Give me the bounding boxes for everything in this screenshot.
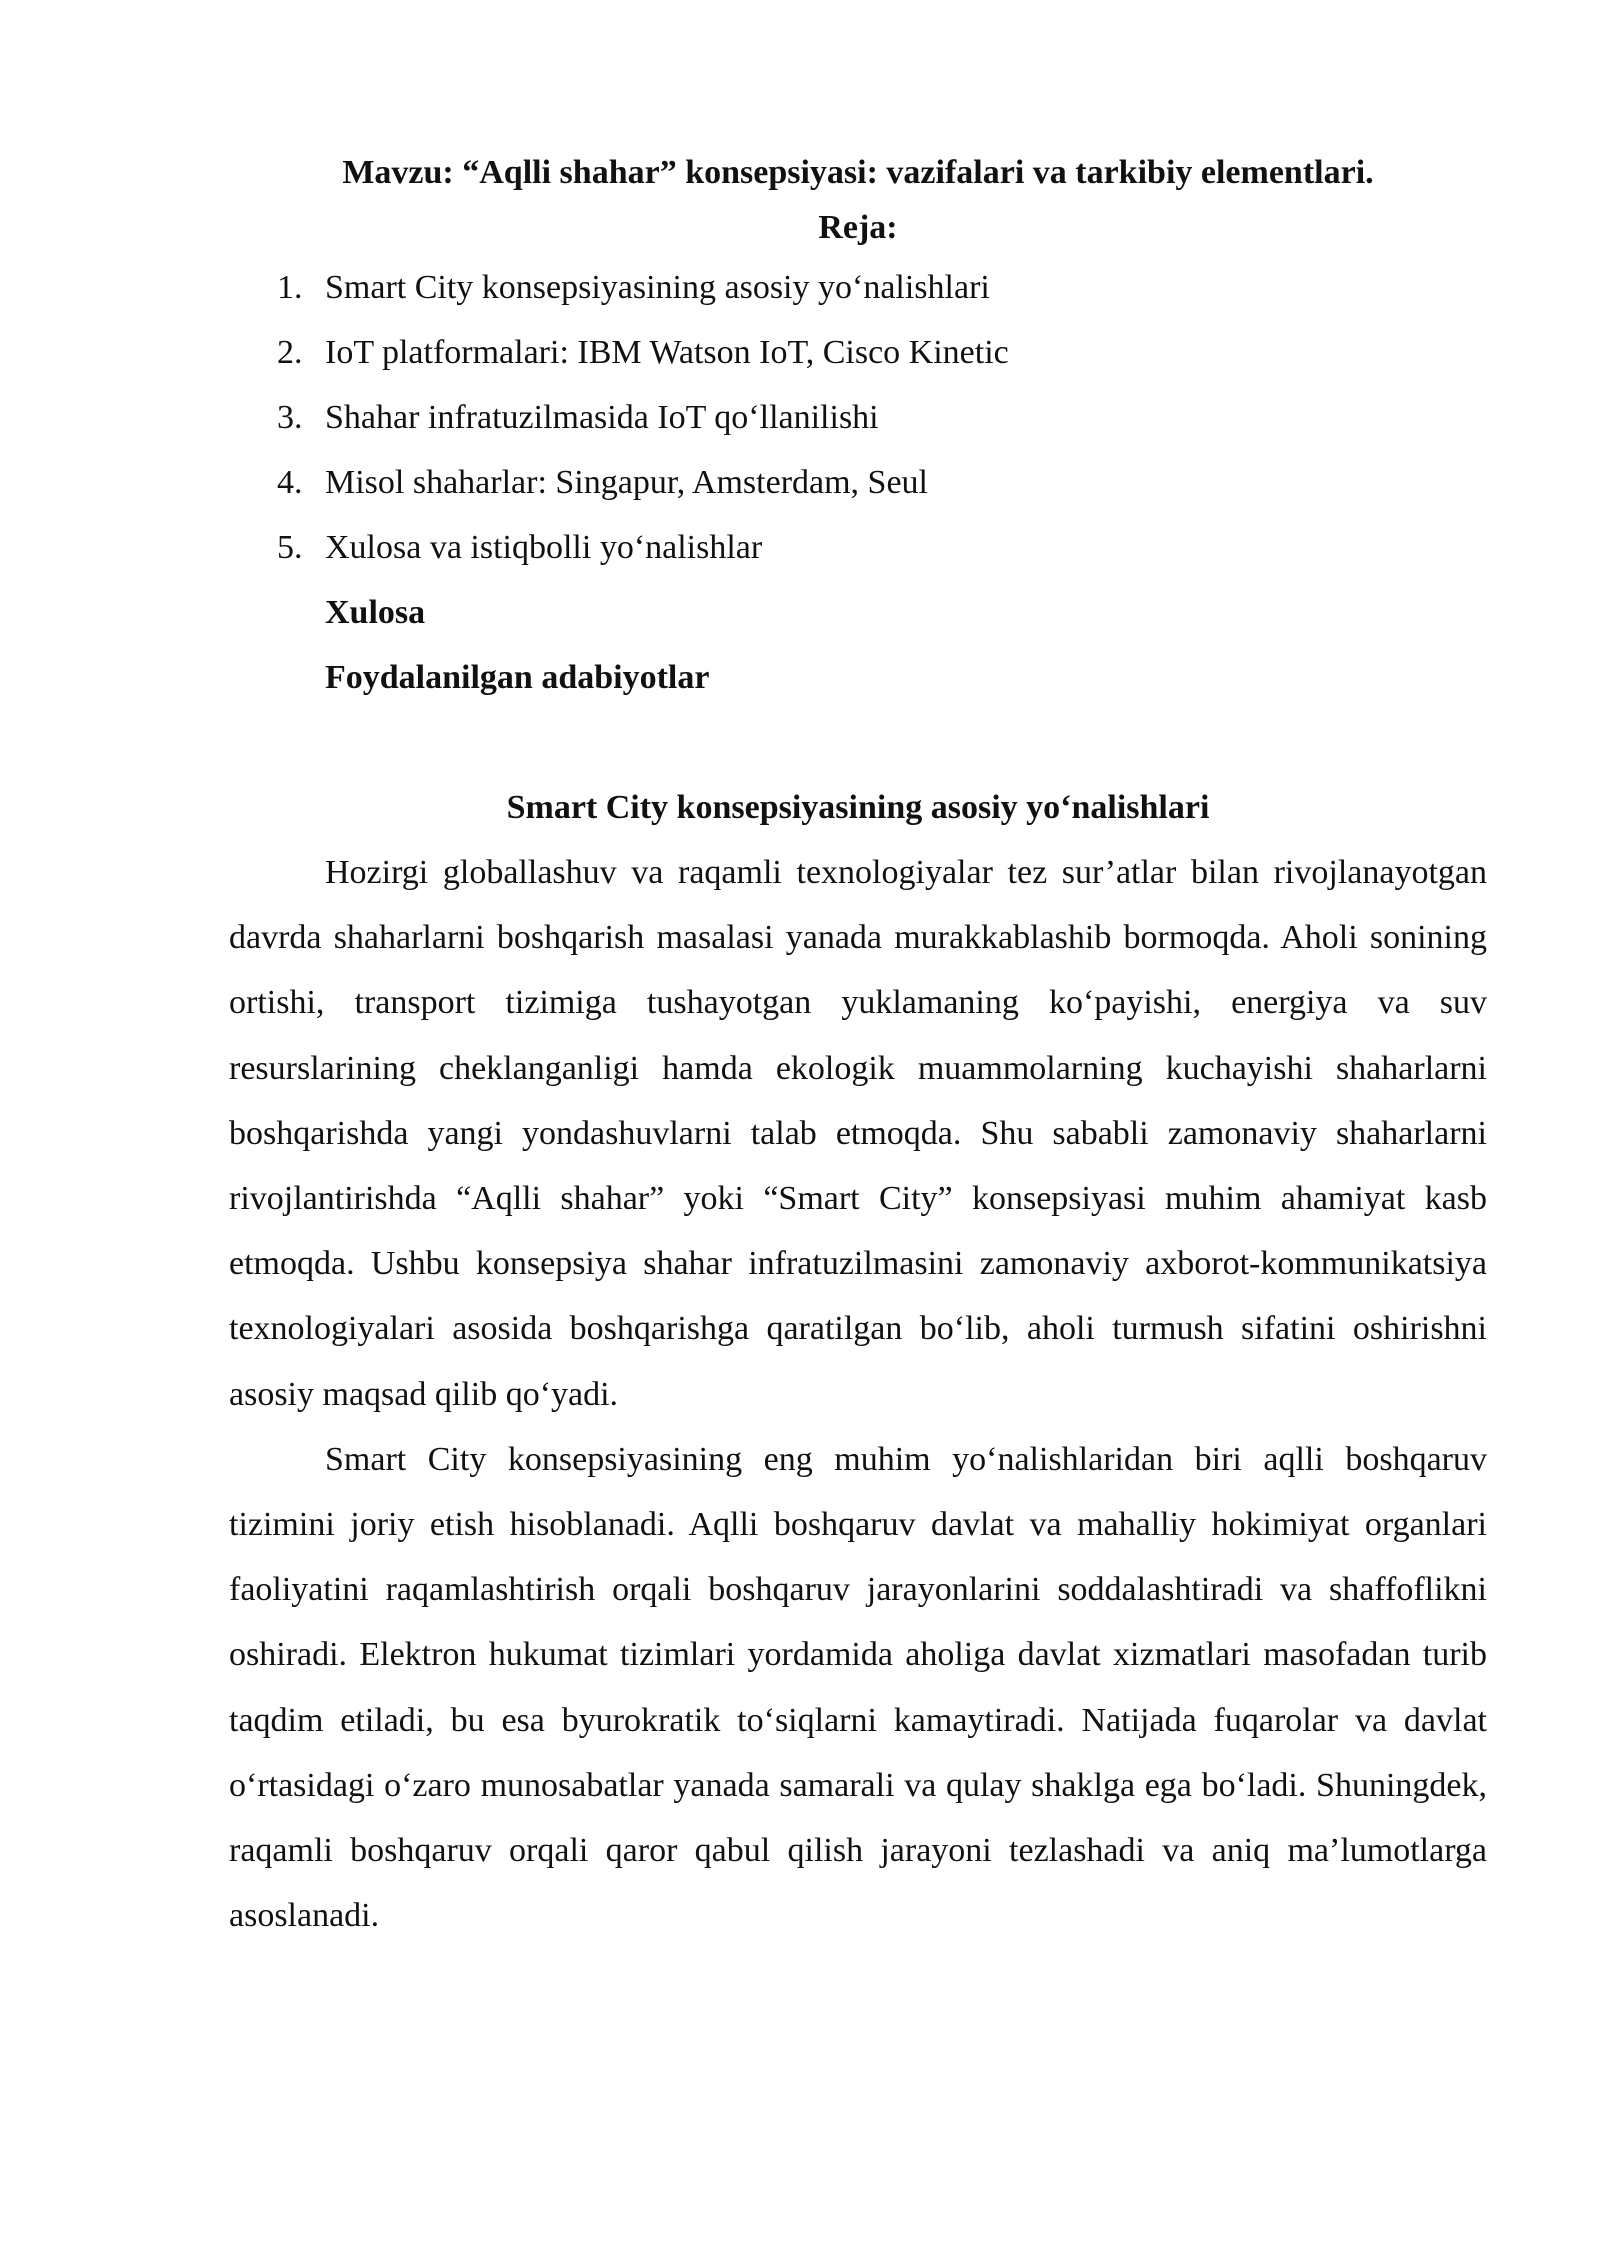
paragraph: Smart City konsepsiyasining eng muhim yo‘nalishlaridan biri aqlli boshqaruv tizimini joriy etish hisoblanadi. Aqlli boshqaruv davlat va mahalliy hokimiyat organlari faoliyatini raqamlashtirish orqali boshqaruv jarayonlarini soddalashtiradi va shaffoflikni oshiradi. Elektron hukumat tizimlari yordamida aholiga davlat xizmatlari masofadan turib taqdim etiladi, bu esa byurokratik to‘siqlarni kamaytiradi. Natijada fuqarolar va davlat o‘rtasidagi o‘zaro munosabatlar yanada samarali va qulay shaklga ega bo‘ladi. Shuningdek, raqamli boshqaruv orqali qaror qabul qilish jarayoni tezlashadi va aniq ma’lumotlarga asoslanadi. <box>229 1440 1487 1935</box>
plan-item-number: 5. <box>277 529 303 566</box>
plan-item-text: IoT platformalari: IBM Watson IoT, Cisco Kinetic <box>325 334 1009 371</box>
plan-item <box>229 255 1487 320</box>
plan-item <box>229 515 1487 580</box>
plan-item <box>229 450 1487 515</box>
plan-item-text: Misol shaharlar: Singapur, Amsterdam, Seul <box>325 464 929 501</box>
document-page <box>229 150 1487 1948</box>
plan-list <box>229 255 1487 580</box>
plan-item <box>229 385 1487 450</box>
plan-item-text: Shahar infratuzilmasida IoT qo‘llanilishi <box>325 399 879 436</box>
plan-item-number: 1. <box>277 269 303 306</box>
plan-item-text: Smart City konsepsiyasining asosiy yo‘nalishlari <box>325 269 990 306</box>
plan-item-number: 2. <box>277 334 303 371</box>
plan-item <box>229 320 1487 385</box>
plan-item-number: 3. <box>277 399 303 436</box>
plan-item-text: Xulosa va istiqbolli yo‘nalishlar <box>325 529 763 566</box>
plan-item-number: 4. <box>277 464 303 501</box>
paragraph: Hozirgi globallashuv va raqamli texnologiyalar tez sur’atlar bilan rivojlanayotgan davrda shaharlarni boshqarish masalasi yanada murakkablashib bormoqda. Aholi sonining ortishi, transport tizimiga tushayotgan yuklamaning ko‘payishi, energiya va suv resurslarining cheklanganligi hamda ekologik muammolarning kuchayishi shaharlarni boshqarishda yangi yondashuvlarni talab etmoqda. Shu sababli zamonaviy shaharlarni rivojlantirishda “Aqlli shahar” yoki “Smart City” konsepsiyasi muhim ahamiyat kasb etmoqda. Ushbu konsepsiya shahar infratuzilmasini zamonaviy axborot-kommunikatsiya texnologiyalari asosida boshqarishga qaratilgan bo‘lib, aholi turmush sifatini oshirishni asosiy maqsad qilib qo‘yadi. <box>229 854 1487 1413</box>
section-title: Smart City konsepsiyasining asosiy yo‘nalishlari <box>506 789 1210 826</box>
spacer <box>229 710 1487 775</box>
plan-heading: Reja: <box>818 209 898 246</box>
plan-conclusion: Xulosa <box>325 594 426 631</box>
plan-references: Foydalanilgan adabiyotlar <box>325 659 710 696</box>
document-title: Mavzu: “Aqlli shahar” konsepsiyasi: vazifalari va tarkibiy elementlari. <box>342 154 1374 191</box>
